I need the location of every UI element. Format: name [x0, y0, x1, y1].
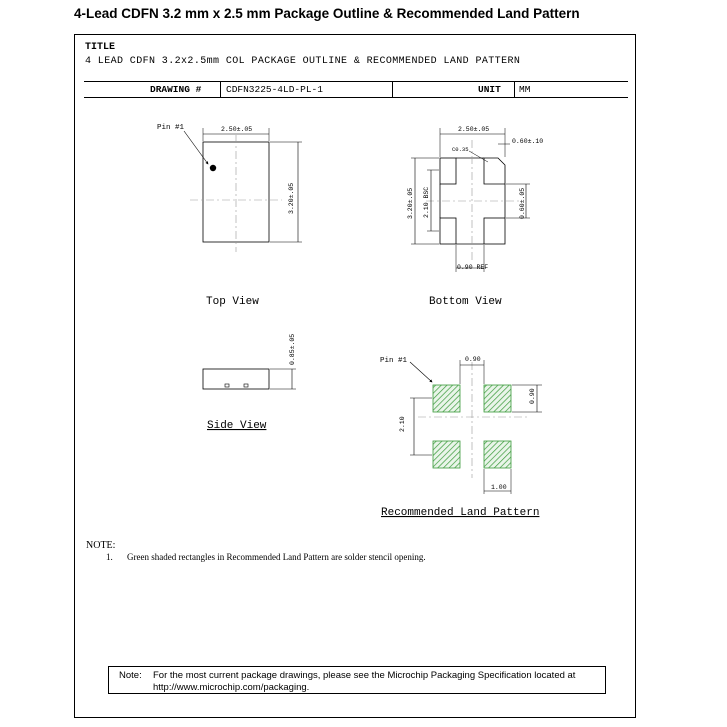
land-pad: [433, 385, 460, 412]
land-pad: [484, 441, 511, 468]
drawing-label: DRAWING #: [150, 84, 202, 95]
bottom-corner-dim: C0.35: [452, 146, 469, 153]
unit-value: MM: [519, 84, 531, 95]
land-pin-label: Pin #1: [380, 357, 408, 365]
bottom-ref-dim: 0.90 REF: [457, 264, 489, 271]
bottom-pad-height-dim: 0.60±.05: [519, 187, 526, 219]
top-height-dim: 3.20±.05: [288, 182, 295, 214]
bottom-height-dim: 3.20±.05: [407, 187, 414, 219]
side-view-caption: Side View: [207, 420, 267, 432]
top-pin-label: Pin #1: [157, 124, 185, 132]
footer-note-label: Note:: [119, 670, 142, 681]
land-pad: [484, 385, 511, 412]
land-gap-dim: 0.90: [465, 356, 481, 363]
land-pattern-caption: Recommended Land Pattern: [381, 507, 540, 519]
top-view: [157, 124, 302, 308]
top-view-caption: Top View: [206, 296, 259, 308]
bottom-view-caption: Bottom View: [429, 296, 502, 308]
notes-heading: NOTE:: [86, 540, 116, 551]
land-pad-height-dim: 0.90: [529, 388, 536, 404]
drawing-number: CDFN3225-4LD-PL-1: [226, 84, 323, 95]
unit-label: UNIT: [478, 84, 501, 95]
title-text: 4 LEAD CDFN 3.2x2.5mm COL PACKAGE OUTLINE & RECOMMENDED LAND PATTERN: [85, 56, 521, 67]
page-header-title: 4-Lead CDFN 3.2 mm x 2.5 mm Package Outline & Recommended Land Pattern: [74, 6, 580, 21]
footer-note-line1: For the most current package drawings, please see the Microchip Packaging Specification located at: [153, 670, 576, 681]
side-height-dim: 0.85±.05: [289, 333, 296, 365]
footer-note-box: [108, 666, 606, 694]
top-width-dim: 2.50±.05: [221, 126, 253, 133]
note-item-text: Green shaded rectangles in Recommended Land Pattern are solder stencil opening.: [127, 552, 426, 562]
title-label: TITLE: [85, 42, 116, 53]
bottom-pitch-dim: 2.10 BSC: [423, 186, 430, 218]
side-view: [203, 334, 296, 432]
bottom-pad-dim: 0.60±.10: [512, 138, 544, 145]
bottom-view: [407, 126, 543, 308]
bottom-width-dim: 2.50±.05: [458, 126, 490, 133]
pin1-dot: [210, 165, 216, 171]
land-pitch-dim: 2.10: [399, 416, 406, 432]
land-pad-width-dim: 1.00: [491, 484, 507, 491]
note-item: [106, 552, 426, 562]
note-item-number: 1.: [106, 552, 113, 562]
land-pad: [433, 441, 460, 468]
land-pattern: [380, 356, 542, 519]
footer-note-line2: http://www.microchip.com/packaging.: [153, 682, 310, 693]
